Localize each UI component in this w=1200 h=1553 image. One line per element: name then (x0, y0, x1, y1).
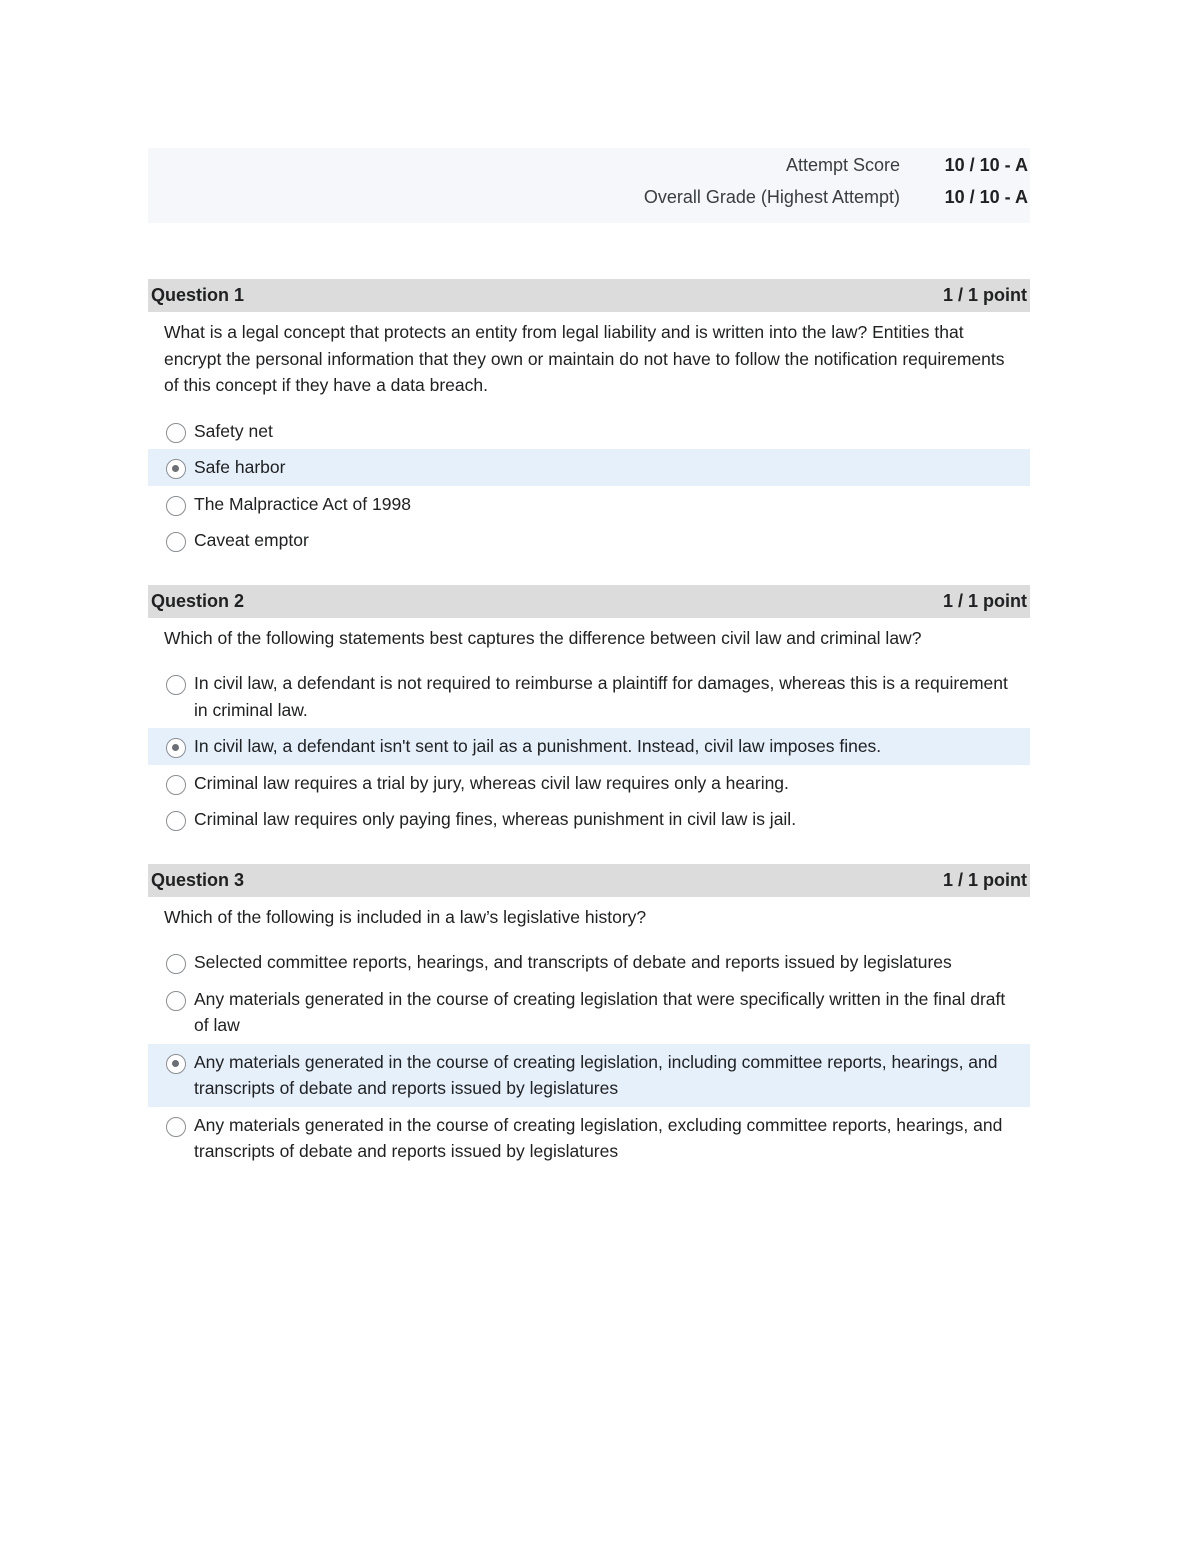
answer-options (148, 944, 1030, 1170)
overall-grade-row (148, 181, 1030, 213)
question-text: Which of the following statements best captures the difference between civil law and criminal law? (164, 627, 922, 648)
answer-options (148, 665, 1030, 838)
question-2 (148, 585, 1030, 838)
radio-button-icon[interactable] (166, 954, 186, 974)
answer-option-label: The Malpractice Act of 1998 (194, 493, 411, 514)
answer-option-label: In civil law, a defendant isn't sent to jail as a punishment. Instead, civil law imposes fines. (194, 736, 882, 756)
answer-option-label: Safety net (194, 420, 273, 441)
question-header (148, 279, 1030, 312)
answer-option[interactable] (148, 1107, 1030, 1170)
question-text: What is a legal concept that protects an entity from legal liability and is written into the law? Entities that encrypt the personal information that they own or maintain do not have to follow the notification requirements of this concept if they have a data breach. (164, 322, 1005, 395)
radio-button-icon[interactable] (166, 532, 186, 552)
radio-button-checked-icon[interactable] (166, 459, 186, 479)
overall-grade-value: 10 / 10 - A (944, 186, 1028, 207)
answer-option-label: Any materials generated in the course of creating legislation, excluding committee reports, hearings, and transcripts of debate and reports issued by legislatures (194, 1114, 1003, 1161)
radio-button-icon[interactable] (166, 775, 186, 795)
radio-button-icon[interactable] (166, 423, 186, 443)
question-3 (148, 864, 1030, 1170)
radio-button-icon[interactable] (166, 811, 186, 831)
radio-button-checked-icon[interactable] (166, 1054, 186, 1074)
answer-option-selected[interactable] (148, 449, 1030, 486)
attempt-score-label: Attempt Score (785, 154, 900, 175)
answer-option[interactable] (148, 486, 1030, 523)
question-header (148, 585, 1030, 618)
question-header (148, 864, 1030, 897)
answer-option[interactable] (148, 801, 1030, 838)
question-title: Question 1 (151, 285, 245, 305)
answer-option-label: Any materials generated in the course of creating legislation, including committee reports, hearings, and transcripts of debate and reports issued by legislatures (194, 1051, 998, 1098)
question-points: 1 / 1 point (942, 285, 1027, 305)
answer-option-selected[interactable] (148, 1044, 1030, 1107)
answer-option[interactable] (148, 944, 1030, 981)
answer-option-label: Caveat emptor (194, 530, 309, 550)
attempt-score-value: 10 / 10 - A (944, 154, 1028, 175)
answer-option[interactable] (148, 665, 1030, 728)
quiz-results-page (148, 148, 1030, 1170)
answer-option-label: Criminal law requires a trial by jury, whereas civil law requires only a hearing. (194, 772, 789, 793)
question-title: Question 3 (151, 869, 245, 890)
radio-button-icon[interactable] (166, 675, 186, 695)
question-points: 1 / 1 point (942, 869, 1027, 890)
score-summary-panel (148, 148, 1030, 223)
radio-button-icon[interactable] (166, 1117, 186, 1137)
question-points: 1 / 1 point (942, 590, 1027, 611)
overall-grade-label: Overall Grade (Highest Attempt) (643, 186, 900, 207)
radio-button-checked-icon[interactable] (166, 738, 186, 758)
answer-option-selected[interactable] (148, 728, 1030, 765)
answer-option-label: Safe harbor (194, 457, 286, 477)
answer-option-label: Criminal law requires only paying fines, whereas punishment in civil law is jail. (194, 809, 797, 829)
question-text: Which of the following is included in a law’s legislative history? (164, 906, 647, 927)
answer-option[interactable] (148, 981, 1030, 1044)
radio-button-icon[interactable] (166, 496, 186, 516)
answer-option[interactable] (148, 522, 1030, 559)
radio-button-icon[interactable] (166, 991, 186, 1011)
answer-option-label: Any materials generated in the course of creating legislation that were specifically written in the final draft of law (194, 988, 1006, 1035)
question-1 (148, 279, 1030, 559)
answer-options (148, 413, 1030, 559)
answer-option-label: In civil law, a defendant is not required to reimburse a plaintiff for damages, whereas this is a requirement in criminal law. (194, 673, 1008, 720)
attempt-score-row (148, 149, 1030, 181)
answer-option-label: Selected committee reports, hearings, and transcripts of debate and reports issued by legislatures (194, 952, 952, 972)
answer-option[interactable] (148, 765, 1030, 802)
question-title: Question 2 (151, 590, 245, 611)
answer-option[interactable] (148, 413, 1030, 450)
